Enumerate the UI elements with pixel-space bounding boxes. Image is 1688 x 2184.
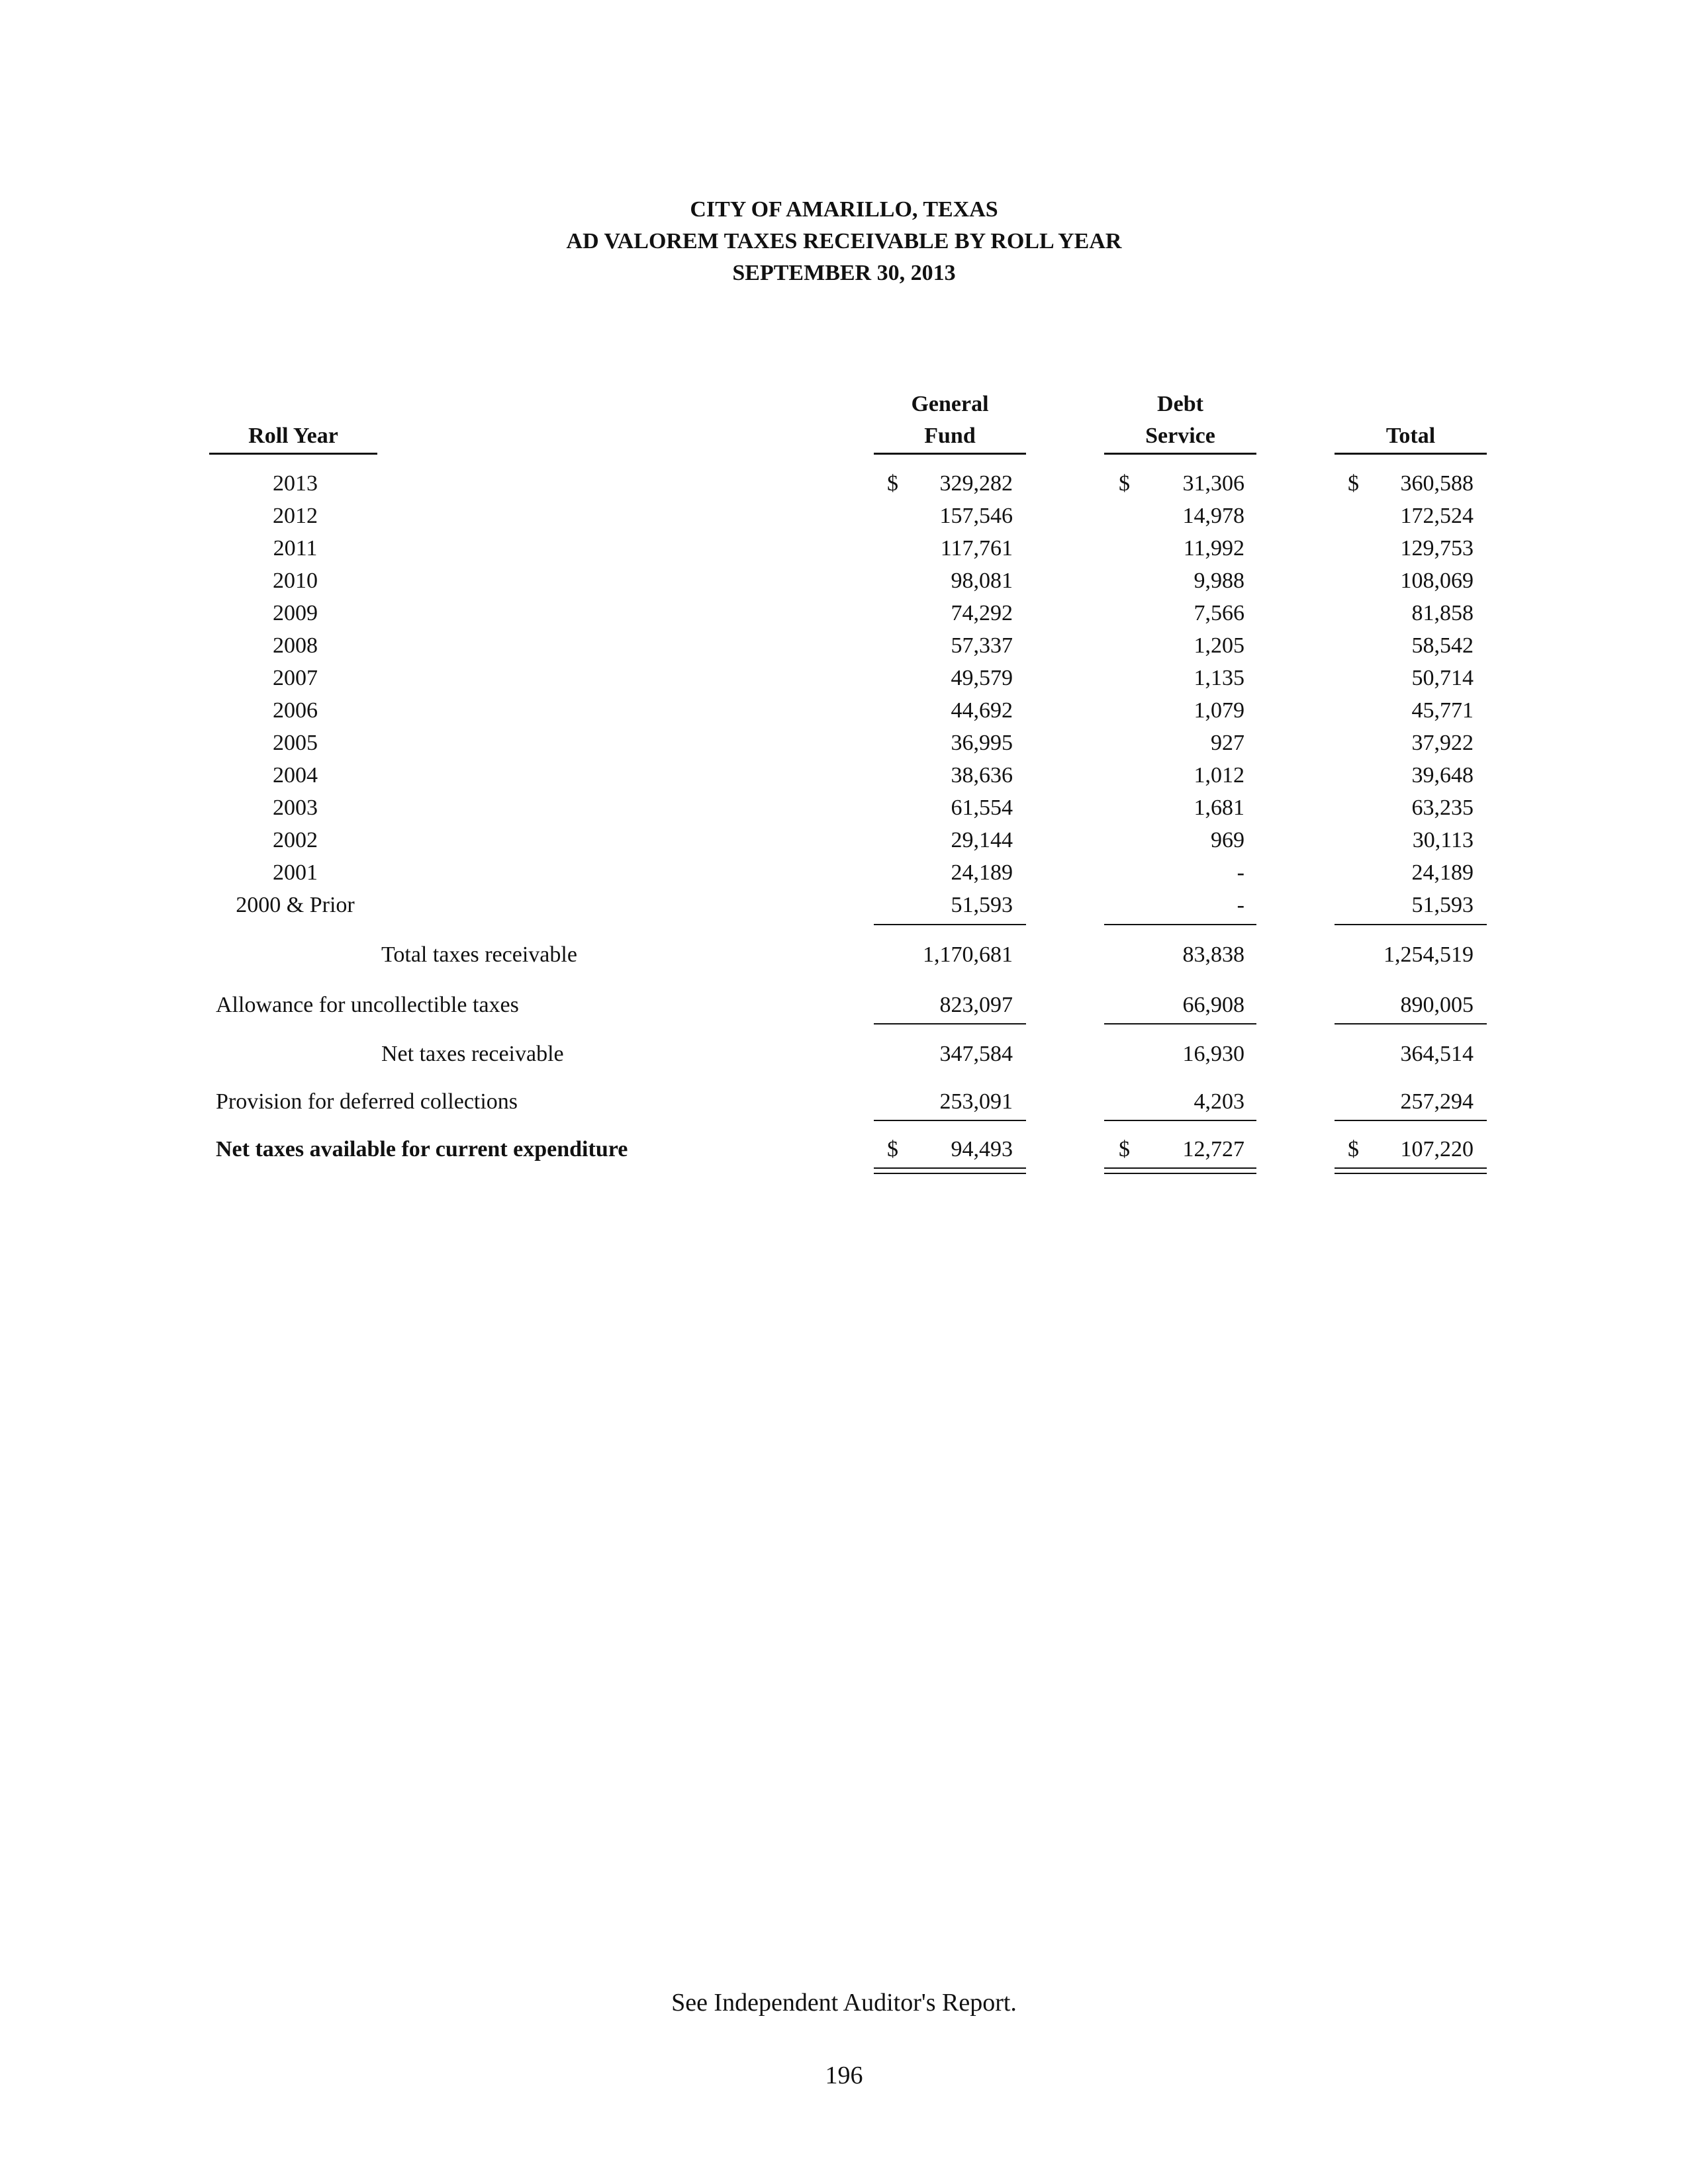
table-row [0,633,1688,666]
general-amount-cell: 117,761 [940,536,1013,561]
debt-amount-cell: 9,988 [1194,569,1244,593]
total-amount-cell: 30,113 [1412,828,1474,852]
report-date: SEPTEMBER 30, 2013 [732,261,956,285]
general-fund-header-line2: Fund [924,424,976,448]
debt-amount-cell: 14,978 [1182,504,1244,528]
provision-general: 253,091 [939,1089,1013,1114]
total-taxes-debt: 83,838 [1182,942,1244,967]
general-amount-cell: 157,546 [939,504,1013,528]
roll-year-cell: 2007 [273,666,318,690]
debt-amount-cell: 31,306 [1182,471,1244,496]
debt-amount-cell: 1,681 [1194,796,1244,820]
total-amount-cell: 172,524 [1400,504,1474,528]
total-amount-cell: 51,593 [1411,893,1474,917]
general-amount-cell: 51,593 [951,893,1013,917]
net-available-debt: 12,727 [1182,1137,1244,1161]
net-taxes-label: Net taxes receivable [381,1042,564,1066]
debt-service-header-rule [1104,453,1256,455]
table-row [0,731,1688,764]
net-available-debt-double-rule [1104,1167,1256,1174]
net-available-general-dollar: $ [887,1137,898,1161]
net-available-total: 107,220 [1400,1137,1474,1161]
roll-year-cell: 2011 [273,536,318,561]
total-taxes-row [0,942,1688,976]
net-available-label: Net taxes available for current expenditure [216,1137,628,1161]
total-taxes-total: 1,254,519 [1383,942,1474,967]
total-header: Total [1385,424,1436,448]
roll-year-cell: 2004 [273,763,318,788]
allowance-general: 823,097 [939,993,1013,1017]
net-available-general-double-rule [874,1167,1026,1174]
entity-title: CITY OF AMARILLO, TEXAS [690,197,998,222]
total-amount-cell: 108,069 [1400,569,1474,593]
total-amount-cell: 360,588 [1400,471,1474,496]
roll-year-cell: 2012 [273,504,318,528]
roll-year-cell: 2013 [273,471,318,496]
total-taxes-general: 1,170,681 [923,942,1013,967]
total-amount-cell: 45,771 [1411,698,1474,723]
debt-amount-cell: 7,566 [1194,601,1244,625]
general-fund-header-line1: General [911,392,989,416]
general-amount-cell: 38,636 [951,763,1013,788]
net-taxes-debt: 16,930 [1182,1042,1244,1066]
provision-row [0,1089,1688,1122]
net-taxes-total: 364,514 [1400,1042,1474,1066]
net-taxes-general: 347,584 [939,1042,1013,1066]
debt-amount-cell: 1,079 [1194,698,1244,723]
provision-general-rule [874,1120,1026,1121]
provision-total: 257,294 [1400,1089,1474,1114]
total-amount-cell: 37,922 [1411,731,1474,755]
allowance-total: 890,005 [1400,993,1474,1017]
roll-year-cell: 2000 & Prior [236,893,355,917]
page-number: 196 [825,2062,863,2089]
table-row [0,601,1688,634]
roll-year-cell: 2001 [273,860,318,885]
roll-year-cell: 2006 [273,698,318,723]
debt-amount-cell: 1,205 [1194,633,1244,658]
general-amount-cell: 57,337 [951,633,1013,658]
debt-amount-cell: 927 [1211,731,1244,755]
roll-year-header: Roll Year [248,424,338,448]
provision-total-rule [1335,1120,1487,1121]
provision-debt-rule [1104,1120,1256,1121]
table-row [0,763,1688,796]
general-amount-cell: 44,692 [951,698,1013,723]
debt-dollar-sign: $ [1119,471,1130,496]
general-amount-cell: 329,282 [939,471,1013,496]
table-row [0,569,1688,602]
general-amount-cell: 49,579 [951,666,1013,690]
general-fund-header-rule [874,453,1026,455]
auditor-report-note: See Independent Auditor's Report. [671,1989,1017,2017]
provision-label: Provision for deferred collections [216,1089,518,1114]
general-subtotal-rule [874,924,1026,925]
roll-year-cell: 2002 [273,828,318,852]
net-taxes-row [0,1042,1688,1075]
total-amount-cell: 39,648 [1411,763,1474,788]
general-amount-cell: 74,292 [951,601,1013,625]
general-amount-cell: 36,995 [951,731,1013,755]
debt-subtotal-rule [1104,924,1256,925]
allowance-debt-rule [1104,1023,1256,1024]
total-amount-cell: 129,753 [1400,536,1474,561]
net-available-total-dollar: $ [1348,1137,1359,1161]
total-amount-cell: 81,858 [1411,601,1474,625]
general-amount-cell: 61,554 [951,796,1013,820]
provision-debt: 4,203 [1194,1089,1244,1114]
allowance-label: Allowance for uncollectible taxes [216,993,519,1017]
table-row [0,471,1688,504]
total-taxes-label: Total taxes receivable [381,942,577,967]
net-available-total-double-rule [1335,1167,1487,1174]
total-amount-cell: 24,189 [1411,860,1474,885]
report-title: AD VALOREM TAXES RECEIVABLE BY ROLL YEAR [566,229,1122,253]
table-row [0,698,1688,731]
allowance-total-rule [1335,1023,1487,1024]
debt-amount-cell: - [1237,860,1244,885]
net-available-row [0,1137,1688,1170]
allowance-debt: 66,908 [1182,993,1244,1017]
total-header-rule [1335,453,1487,455]
net-available-general: 94,493 [951,1137,1013,1161]
roll-year-header-rule [209,453,377,455]
total-subtotal-rule [1335,924,1487,925]
debt-service-header-line2: Service [1145,424,1215,448]
debt-amount-cell: 1,135 [1194,666,1244,690]
general-amount-cell: 29,144 [951,828,1013,852]
general-amount-cell: 98,081 [951,569,1013,593]
net-available-debt-dollar: $ [1119,1137,1130,1161]
roll-year-cell: 2005 [273,731,318,755]
table-row [0,666,1688,699]
debt-amount-cell: 11,992 [1183,536,1244,561]
total-amount-cell: 63,235 [1411,796,1474,820]
debt-service-header-line1: Debt [1157,392,1203,416]
general-dollar-sign: $ [887,471,898,496]
roll-year-cell: 2009 [273,601,318,625]
table-row [0,828,1688,861]
table-row [0,504,1688,537]
table-row [0,536,1688,569]
total-amount-cell: 50,714 [1411,666,1474,690]
roll-year-cell: 2010 [273,569,318,593]
roll-year-cell: 2003 [273,796,318,820]
allowance-general-rule [874,1023,1026,1024]
table-row [0,860,1688,893]
debt-amount-cell: 969 [1211,828,1244,852]
table-row [0,893,1688,926]
table-row [0,796,1688,829]
roll-year-cell: 2008 [273,633,318,658]
general-amount-cell: 24,189 [951,860,1013,885]
debt-amount-cell: - [1237,893,1244,917]
allowance-row [0,993,1688,1026]
total-amount-cell: 58,542 [1411,633,1474,658]
total-dollar-sign: $ [1348,471,1359,496]
debt-amount-cell: 1,012 [1194,763,1244,788]
